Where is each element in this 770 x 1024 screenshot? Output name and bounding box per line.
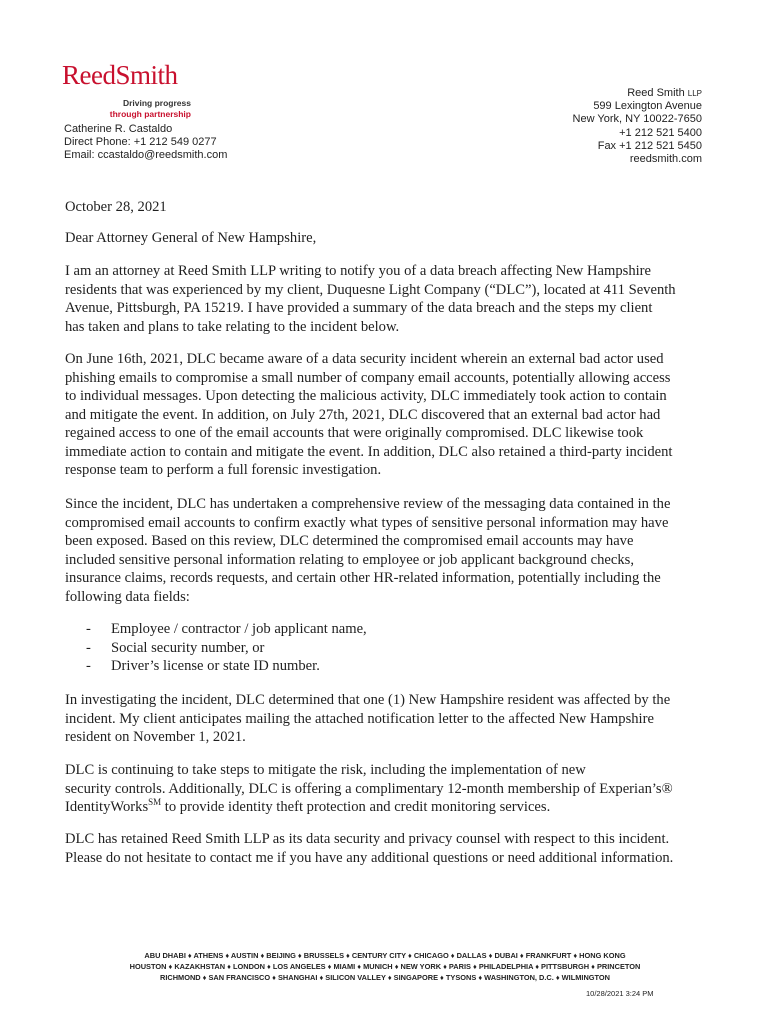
firm-name-line [573, 87, 702, 100]
paragraph-closing [65, 830, 713, 867]
office-locations-footer [70, 950, 700, 983]
service-mark: SM [148, 797, 162, 808]
firm-phone: +1 212 521 5400 [619, 126, 702, 139]
paragraph-line: compromised email accounts to confirm exactly what types of sensitive personal information may have [65, 514, 669, 531]
paragraph-intro [65, 262, 713, 336]
paragraph-line: to individual messages. Upon detecting the malicious activity, DLC immediately took action to contain [65, 388, 667, 404]
list-item [86, 657, 686, 676]
paragraph-line [65, 798, 713, 817]
firm-fax: Fax +1 212 521 5450 [597, 139, 702, 152]
paragraph-line: Since the incident, DLC has undertaken a comprehensive review of the messaging data contained in the [65, 496, 671, 512]
tagline-line-2: through partnership [109, 109, 191, 119]
paragraph-line: has taken and plans to take relating to the incident below. [65, 318, 400, 335]
paragraph-line: DLC is continuing to take steps to mitigate the risk, including the implementation of new [65, 762, 586, 778]
print-timestamp: 10/28/2021 3:24 PM [586, 989, 654, 998]
paragraph-line: included sensitive personal information relating to employee or job applicant background checks, [65, 551, 634, 568]
paragraph-incident [65, 350, 713, 480]
paragraph-line: phishing emails to compromise a small number of company email accounts, potentially allowing access [65, 369, 671, 386]
paragraph-mitigation [65, 761, 713, 817]
paragraph-line: security controls. Additionally, DLC is offering a complimentary 12-month membership of Experian’s® [65, 780, 673, 797]
firm-website: reedsmith.com [629, 153, 702, 166]
paragraph-line: following data fields: [65, 588, 190, 605]
paragraph-line: insurance claims, records requests, and certain other HR-related information, potentially including the [65, 570, 661, 586]
paragraph-line: and mitigate the event. In addition, on July 27th, 2021, DLC discovered that an external bad actor had [65, 406, 661, 423]
paragraph-line: On June 16th, 2021, DLC became aware of a data security incident wherein an external bad actor used [65, 351, 664, 367]
paragraph-line: regained access to one of the email accounts that were originally compromised. DLC likewise took [65, 425, 644, 441]
letter-salutation: Dear Attorney General of New Hampshire, [65, 230, 317, 246]
list-dash: - [86, 639, 91, 656]
list-dash: - [86, 621, 91, 637]
firm-address-line-1: 599 Lexington Avenue [593, 100, 702, 113]
paragraph-line: DLC has retained Reed Smith LLP as its data security and privacy counsel with respect to this incident. [65, 831, 670, 847]
paragraph-line: been exposed. Based on this review, DLC determined the compromised email accounts may have [65, 533, 634, 549]
office-locations-line: HOUSTON ♦ KAZAKHSTAN ♦ LONDON ♦ LOS ANGELES ♦ MIAMI ♦ MUNICH ♦ NEW YORK ♦ PARIS ♦ PHILADELPHIA ♦ PITTSBURGH ♦ PRINCETON [129, 962, 641, 971]
list-item [86, 639, 686, 658]
list-item [86, 620, 686, 639]
paragraph-review [65, 495, 713, 606]
paragraph-line: In investigating the incident, DLC determined that one (1) New Hampshire resident was affected by the [65, 692, 671, 708]
paragraph-line: resident on November 1, 2021. [65, 729, 246, 745]
letter-date: October 28, 2021 [65, 199, 167, 215]
firm-name: Reed Smith [627, 87, 685, 99]
reed-smith-logo: ReedSmith [62, 60, 178, 90]
office-locations-line: ABU DHABI ♦ ATHENS ♦ AUSTIN ♦ BEIJING ♦ BRUSSELS ♦ CENTURY CITY ♦ CHICAGO ♦ DALLAS ♦ DUBAI ♦ FRANKFURT ♦ HONG KONG [144, 951, 626, 960]
data-fields-list [86, 620, 686, 676]
paragraph-line: Avenue, Pittsburgh, PA 15219. I have provided a summary of the data breach and the steps my client [65, 300, 653, 316]
identityworks-text: IdentityWorks [65, 799, 149, 815]
paragraph-line: immediate action to contain and mitigate the event. In addition, DLC also retained a third-party incident [65, 443, 673, 460]
office-locations-line: RICHMOND ♦ SAN FRANCISCO ♦ SHANGHAI ♦ SILICON VALLEY ♦ SINGAPORE ♦ TYSONS ♦ WASHINGTON, D.C. ♦ WILMINGTON [159, 973, 610, 982]
tagline-line-1: Driving progress [122, 98, 191, 108]
paragraph-line: response team to perform a full forensic investigation. [65, 462, 382, 478]
sender-name: Catherine R. Castaldo [64, 123, 173, 135]
paragraph-affected [65, 691, 713, 747]
sender-email: Email: ccastaldo@reedsmith.com [64, 149, 228, 161]
sender-block [64, 123, 227, 162]
logo-tagline [62, 98, 191, 120]
paragraph-line: Please do not hesitate to contact me if you have any additional questions or need additional information. [65, 849, 674, 866]
list-item-text: Social security number, or [111, 639, 265, 656]
identityworks-description: to provide identity theft protection and credit monitoring services. [161, 799, 551, 815]
paragraph-line: I am an attorney at Reed Smith LLP writing to notify you of a data breach affecting New Hampshire [65, 263, 652, 279]
sender-phone: Direct Phone: +1 212 549 0277 [64, 136, 217, 148]
list-dash: - [86, 658, 91, 674]
paragraph-line: residents that was experienced by my client, Duquesne Light Company (“DLC”), located at 411 Seventh [65, 281, 676, 298]
list-item-text: Driver’s license or state ID number. [111, 658, 320, 674]
firm-address-block [573, 87, 702, 166]
firm-address-line-2: New York, NY 10022-7650 [572, 113, 702, 126]
paragraph-line: incident. My client anticipates mailing the attached notification letter to the affected New Hampshire [65, 710, 654, 727]
list-item-text: Employee / contractor / job applicant name, [111, 621, 367, 637]
firm-suffix: LLP [687, 89, 702, 98]
